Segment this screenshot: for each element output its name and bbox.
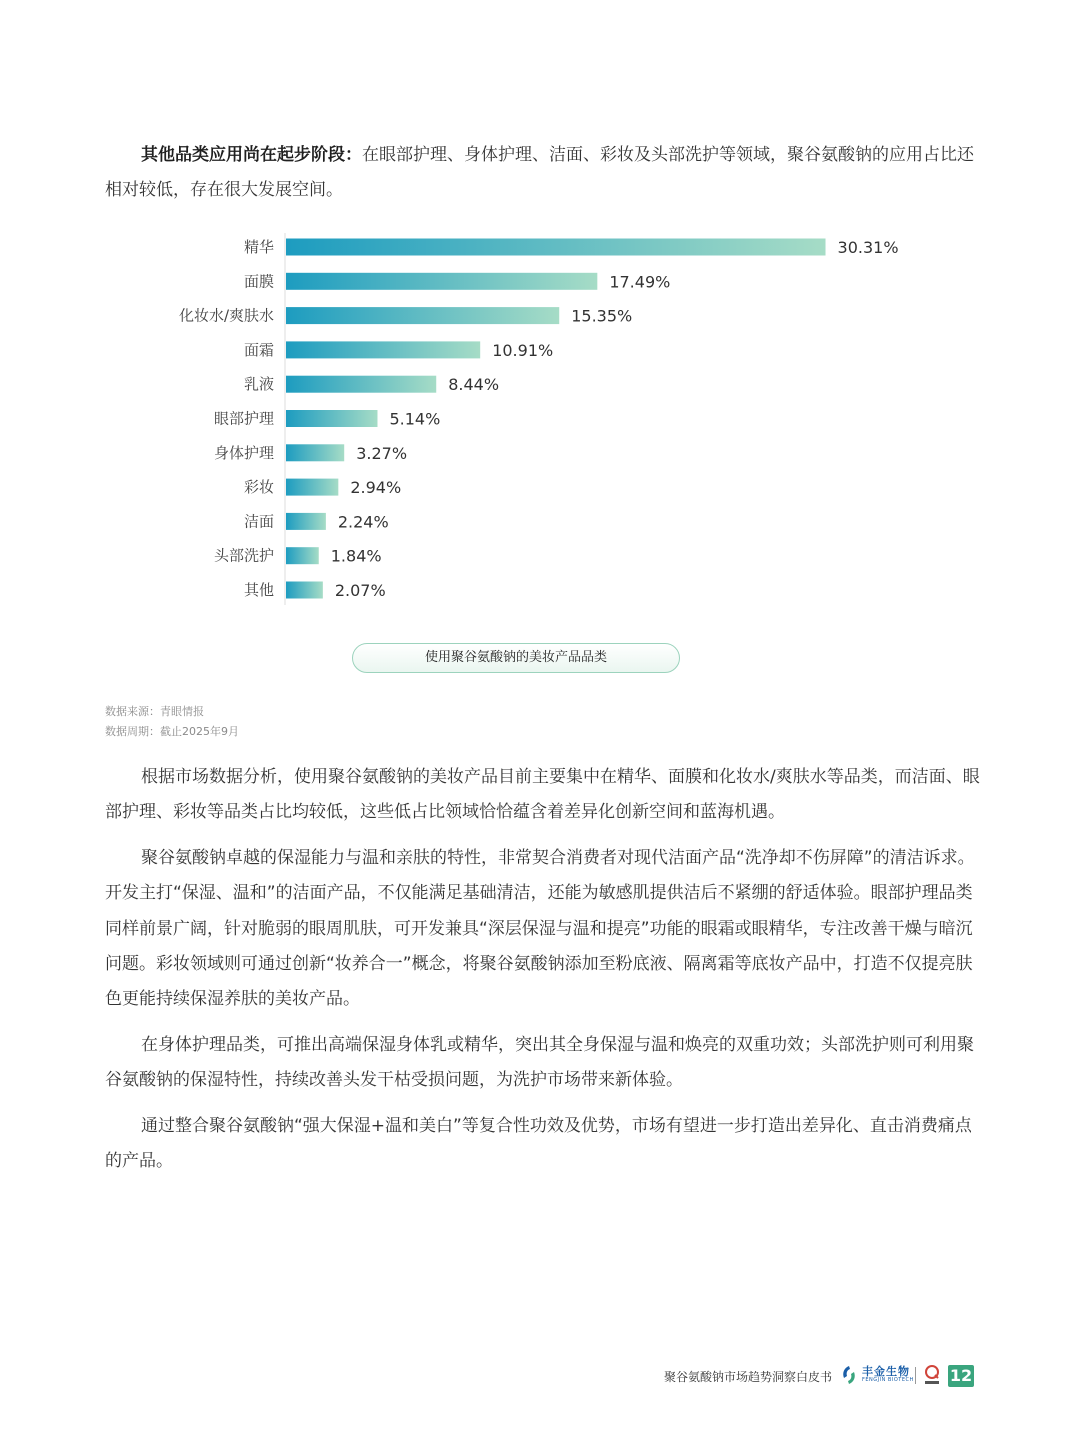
bar-value-label: 1.84% xyxy=(330,546,382,566)
qingyan-logo-icon xyxy=(922,1364,942,1386)
bar-value-label: 30.31% xyxy=(837,238,899,257)
bar xyxy=(286,547,319,564)
body-paragraph-4-text: 通过整合聚谷氨酸钠“强大保湿+温和美白”等复合性功效及优势，市场有望进一步打造出差异化、直击消费痛点的产品。 xyxy=(105,1116,972,1172)
intro-paragraph xyxy=(105,138,980,209)
category-label: 精华 xyxy=(243,238,274,256)
bar xyxy=(286,273,597,290)
category-label: 面膜 xyxy=(243,272,274,291)
footer-divider xyxy=(915,1367,916,1384)
bar xyxy=(286,341,480,358)
body-paragraph-2 xyxy=(105,841,980,1017)
data-source: 数据来源：青眼情报 xyxy=(105,705,204,718)
bar xyxy=(286,582,323,599)
bar xyxy=(286,307,559,324)
bar xyxy=(286,444,344,461)
bar-value-label: 5.14% xyxy=(389,409,441,429)
footer-brand-sub: FENGJIN BIOTECH xyxy=(862,1377,914,1383)
bar xyxy=(286,410,377,427)
category-label: 化妆水/爽肤水 xyxy=(178,306,274,325)
bar-value-label: 2.07% xyxy=(334,581,386,600)
bar-value-label: 2.24% xyxy=(337,512,389,532)
bar xyxy=(286,513,326,530)
bar-value-label: 10.91% xyxy=(492,340,554,360)
category-label: 乳液 xyxy=(243,375,274,394)
category-label: 眼部护理 xyxy=(213,409,274,428)
body-paragraph-3-text: 在身体护理品类，可推出高端保湿身体乳或精华，突出其全身保湿与温和焕亮的双重功效；头部洗护则可利用聚谷氨酸钠的保湿特性，持续改善头发干枯受损问题，为洗护市场带来新体验。 xyxy=(105,1035,974,1091)
bar-value-label: 17.49% xyxy=(609,272,671,292)
category-label: 头部洗护 xyxy=(213,546,274,565)
category-label: 身体护理 xyxy=(213,443,274,462)
page-number: 12 xyxy=(949,1366,973,1385)
intro-text: 在眼部护理、身体护理、洁面、彩妆及头部洗护等领域，聚谷氨酸钠的应用占比还相对较低，存在很大发展空间。 xyxy=(105,145,974,201)
category-label: 其他 xyxy=(243,581,274,599)
category-label: 彩妆 xyxy=(243,478,274,497)
bar xyxy=(286,239,826,256)
bar-value-label: 3.27% xyxy=(356,443,408,463)
category-label: 洁面 xyxy=(243,512,274,531)
bar-value-label: 2.94% xyxy=(350,478,402,498)
data-period: 数据周期：截止2025年9月 xyxy=(105,725,239,738)
body-paragraph-1-text: 根据市场数据分析，使用聚谷氨酸钠的美妆产品目前主要集中在精华、面膜和化妆水/爽肤水等品类，而洁面、眼部护理、彩妆等品类占比均较低，这些低占比领域恰恰蕴含着差异化创新空间和蓝海机遇。 xyxy=(105,767,980,823)
bar-value-label: 8.44% xyxy=(448,375,500,395)
body-paragraph-4 xyxy=(105,1109,980,1180)
bar xyxy=(286,376,436,393)
body-paragraph-3 xyxy=(105,1028,980,1099)
body-paragraph-1 xyxy=(105,760,980,831)
category-bar-chart xyxy=(0,225,1080,625)
body-paragraph-2-text: 聚谷氨酸钠卓越的保湿能力与温和亲肤的特性，非常契合消费者对现代洁面产品“洗净却不伤屏障”的清洁诉求。开发主打“保湿、温和”的洁面产品，不仅能满足基础清洁，还能为敏感肌提供洁后不紧绷的舒适体验。眼部护理品类同样前景广阔，针对脆弱的眼周肌肤，可开发兼具“深层保湿与温和提亮”功能的眼霜或眼精华，专注改善干燥与暗沉问题。彩妆领域则可通过创新“妆养合一”概念，将聚谷氨酸钠添加至粉底液、隔离霜等底妆产品中，打造不仅提亮肤色更能持续保湿养肤的美妆产品。 xyxy=(105,848,975,1010)
fengjin-logo-icon xyxy=(840,1364,858,1386)
footer-doc-title: 聚谷氨酸钠市场趋势洞察白皮书 xyxy=(663,1370,832,1384)
category-label: 面霜 xyxy=(243,340,274,359)
chart-title: 使用聚谷氨酸钠的美妆产品品类 xyxy=(352,643,680,673)
footer-brand-name: 丰金生物 xyxy=(862,1365,910,1378)
bar-value-label: 15.35% xyxy=(571,306,633,326)
chart-bars xyxy=(179,238,899,600)
bar xyxy=(286,479,338,496)
intro-lead: 其他品类应用尚在起步阶段： xyxy=(141,145,362,165)
